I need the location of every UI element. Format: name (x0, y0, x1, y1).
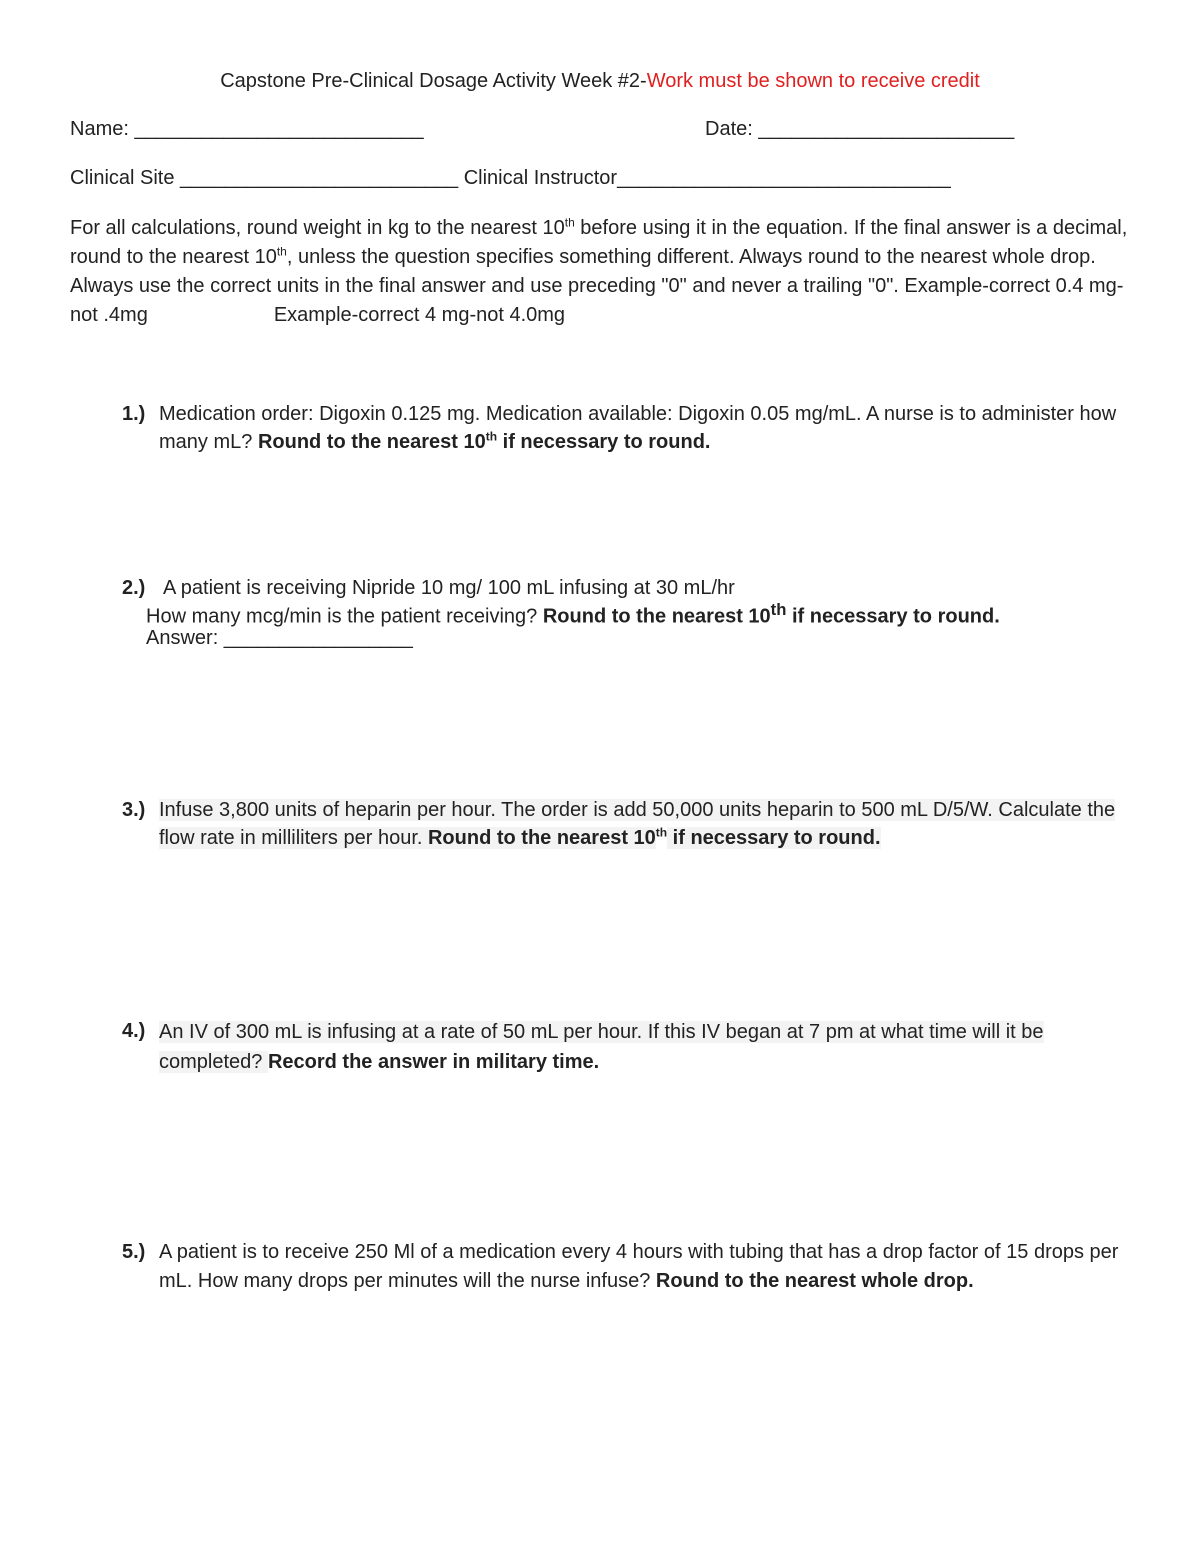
title-text: Capstone Pre-Clinical Dosage Activity Week #2- (220, 70, 647, 92)
question-1-bold-a: Round to the nearest 10 (257, 431, 486, 453)
clinical-site-field (70, 167, 951, 190)
page-title (0, 70, 1200, 93)
question-2-bold-b: if necessary to round. (786, 605, 1000, 628)
question-text (122, 1238, 1132, 1296)
name-field: Name: __________________________ (70, 118, 424, 140)
question-5-text: A patient is to receive 250 Ml of a medication every 4 hours with tubing that has a drop factor of 15 drops per mL. How many drops per minutes will the nurse infuse? (159, 1241, 1119, 1292)
instructions-text-c: , unless the question specifies something different. Always round to the nearest whole drop. Always use the correct units in the final answer and use preceding "0" and never a trailing "0". Example-correct 0.4 mg-not .4mg (70, 246, 1124, 326)
question-1 (122, 400, 1132, 456)
question-3 (122, 796, 1132, 852)
instructions-text-d: Example-correct 4 mg-not 4.0mg (273, 304, 566, 326)
question-number: 3.) (122, 799, 146, 821)
question-1-sup: th (485, 429, 498, 444)
date-field: Date: _______________________ (705, 118, 1015, 140)
clinical-instructor-field: Clinical Instructor______________________________ (463, 167, 951, 189)
question-1-text: Medication order: Digoxin 0.125 mg. Medication available: Digoxin 0.05 mg/mL. A nurse is to administer how many mL? (159, 403, 1117, 453)
clinical-site-label: Clinical Site _________________________ (70, 167, 459, 189)
question-2-sup: th (770, 600, 787, 619)
question-number: 2.) (122, 577, 146, 599)
question-3-bold-a: Round to the nearest 10 (427, 827, 656, 849)
instructions-text-b: before using it in the equation. If the final answer is a decimal, round to the nearest 10 (70, 217, 1128, 268)
question-text (122, 1017, 1132, 1077)
instructions-sup-2: th (276, 244, 287, 259)
instructions-text-a: For all calculations, round weight in kg to the nearest 10 (70, 217, 565, 239)
question-number: 4.) (122, 1020, 146, 1042)
question-2-line-2-text: How many mcg/min is the patient receiving? (146, 605, 543, 628)
question-text (122, 400, 1132, 456)
question-3-sup: th (655, 825, 668, 840)
question-5 (122, 1238, 1132, 1296)
question-4 (122, 1017, 1132, 1077)
question-4-text: An IV of 300 mL is infusing at a rate of 50 mL per hour. If this IV began at 7 pm at what time will it be completed? (159, 1021, 1044, 1073)
question-1-bold-b: if necessary to round. (497, 431, 711, 453)
question-2-text: A patient is receiving Nipride 10 mg/ 100 mL infusing at 30 mL/hr (163, 577, 735, 599)
question-2-line-2 (146, 600, 1000, 629)
question-3-text: Infuse 3,800 units of heparin per hour. The order is add 50,000 units heparin to 500 mL D/5/W. Calculate the flow rate in milliliters per hour. (159, 799, 1116, 849)
title-warning: Work must be shown to receive credit (646, 70, 980, 92)
question-3-bold-b: if necessary to round. (667, 827, 881, 849)
question-2-bold-a: Round to the nearest 10 (542, 605, 771, 628)
question-5-bold: Round to the nearest whole drop. (655, 1270, 974, 1292)
question-2-answer-line: Answer: _________________ (146, 627, 413, 649)
question-number: 1.) (122, 403, 146, 425)
question-text (122, 796, 1132, 852)
question-4-bold: Record the answer in military time. (267, 1051, 600, 1073)
instructions-paragraph (70, 214, 1135, 330)
question-number: 5.) (122, 1241, 146, 1263)
instructions-sup-1: th (564, 215, 575, 230)
question-2 (122, 574, 1132, 602)
